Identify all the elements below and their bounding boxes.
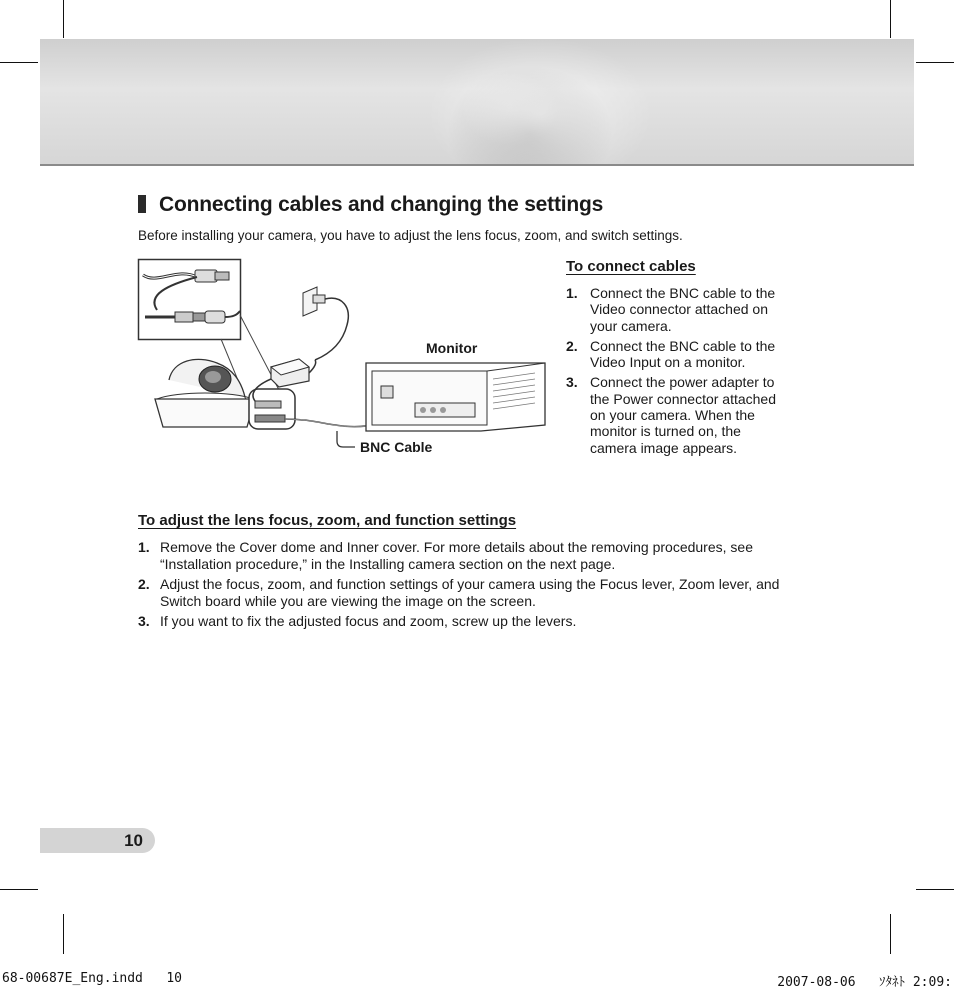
section-title-text: Connecting cables and changing the settings [159, 193, 604, 216]
intro-text: Before installing your camera, you have to adjust the lens focus, zoom, and switch settings. [138, 228, 683, 243]
step-text: Connect the BNC cable to the Video connector attached on your camera. [590, 285, 776, 334]
bnc-cable-label: BNC Cable [360, 439, 433, 455]
page-number: 10 [40, 828, 155, 853]
step-number: 1. [566, 285, 578, 301]
step-number: 2. [138, 576, 150, 592]
crop-mark [63, 914, 64, 954]
list-item [138, 576, 783, 610]
connection-diagram [137, 255, 552, 465]
step-number: 1. [138, 539, 150, 555]
header-banner [40, 39, 914, 166]
step-number: 3. [566, 374, 578, 391]
step-number: 3. [138, 613, 150, 629]
adjust-settings-heading: To adjust the lens focus, zoom, and function settings [138, 512, 517, 529]
crop-mark [890, 914, 891, 954]
monitor-label: Monitor [426, 340, 478, 356]
file-slug: 68-00687E_Eng.indd 10 [2, 971, 183, 986]
connector-detail-inset [139, 260, 241, 340]
crop-mark [916, 889, 954, 890]
list-item [566, 374, 781, 455]
power-outlet [303, 287, 348, 360]
step-text: Adjust the focus, zoom, and function settings of your camera using the Focus lever, Zoom lever, and Switch board while you are viewing the image on the screen. [160, 576, 780, 609]
list-item [138, 613, 783, 630]
step-text: Remove the Cover dome and Inner cover. For more details about the removing procedures, see “Installation procedure,” in the Installing camera section on the next page. [160, 539, 753, 572]
list-item [138, 539, 783, 573]
connect-steps-list [566, 285, 781, 460]
section-title [138, 193, 603, 217]
list-item [566, 285, 781, 334]
dome-camera [155, 359, 255, 427]
date-slug: 2007-08-06 ｿﾀﾈﾄ 2:09: [777, 975, 952, 990]
list-item [566, 338, 781, 371]
crop-mark [0, 889, 38, 890]
adjust-steps-list [138, 539, 783, 633]
title-marker [138, 195, 146, 213]
step-text: Connect the BNC cable to the Video Input on a monitor. [590, 337, 776, 371]
step-text: If you want to fix the adjusted focus and zoom, screw up the levers. [160, 613, 577, 629]
crop-mark [63, 0, 64, 38]
step-text: Connect the power adapter to the Power connector attached on your camera. When the monitor is turned on, the camera image appears. [590, 374, 777, 456]
crop-mark [916, 62, 954, 63]
connect-cables-heading: To connect cables [566, 258, 696, 275]
crop-mark [0, 62, 38, 63]
monitor [366, 363, 545, 431]
step-number: 2. [566, 337, 578, 354]
crop-mark [890, 0, 891, 38]
